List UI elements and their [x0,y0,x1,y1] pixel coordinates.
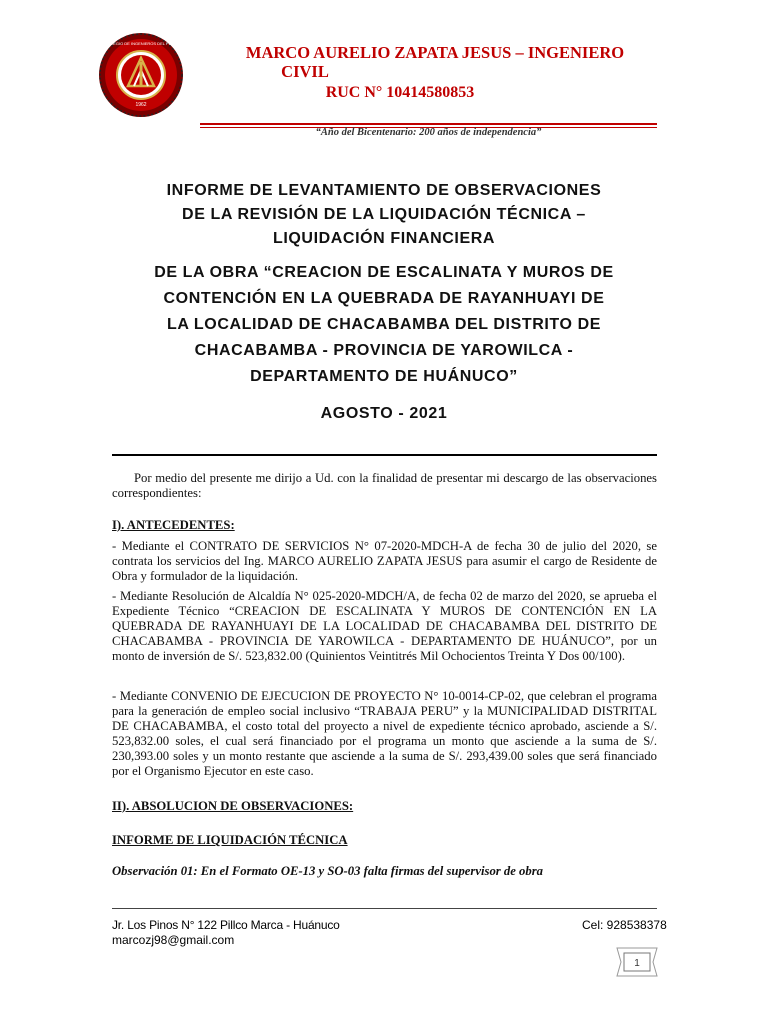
footer-address: Jr. Los Pinos N° 122 Pillco Marca - Huánuco [112,918,340,932]
footer-phone: Cel: 928538378 [582,918,667,932]
report-title [112,179,656,251]
header-profession: CIVIL [281,62,329,81]
footer-email[interactable]: marcozj98@gmail.com [112,933,235,947]
header-rule [200,123,657,125]
project-title [112,260,656,390]
intro-paragraph: Por medio del presente me dirijo a Ud. con la finalidad de presentar mi descargo de las observaciones correspondientes: [112,471,657,500]
header-name: MARCO AURELIO ZAPATA JESUS – INGENIERO [245,43,625,62]
cip-logo [98,32,184,118]
obra-line-2: CONTENCIÓN EN LA QUEBRADA DE RAYANHUAYI DE [163,290,605,307]
title-line-1: INFORME DE LEVANTAMIENTO DE OBSERVACIONES [166,182,602,199]
section-informe-liquidacion: INFORME DE LIQUIDACIÓN TÉCNICA [112,833,348,847]
footer-rule [112,908,657,909]
title-line-2: DE LA REVISIÓN DE LA LIQUIDACIÓN TÉCNICA – [182,206,586,223]
header-ruc: RUC N° 10414580853 [325,84,475,101]
obra-line-5: DEPARTAMENTO DE HUÁNUCO” [250,368,518,385]
obra-line-4: CHACABAMBA - PROVINCIA DE YAROWILCA - [194,342,574,359]
page-number-badge [613,944,661,980]
observation-01: Observación 01: En el Formato OE-13 y SO-03 falta firmas del supervisor de obra [112,864,544,878]
svg-text:COLEGIO DE INGENIEROS DEL PERÚ: COLEGIO DE INGENIEROS DEL PERÚ [104,41,178,46]
paragraph-convenio: - Mediante CONVENIO DE EJECUCION DE PROYECTO N° 10-0014-CP-02, que celebran el programa para la generación de empleo social inclusivo “TRABAJA PERU” y la MUNICIPALIDAD DISTRITAL DE CHACABAMBA, el costo total del proyecto a nivel de expediente técnico aprobado, asciende a S/. 523,832.00 soles, el cual será financiado por el programa un monto que asciende a la suma de S/. 230,393.00 soles y un monto restante que asciende a la suma de S/. 293,439.00 soles que será financiado por el Organismo Ejecutor en este caso. [112,689,657,778]
paragraph-contrato: - Mediante el CONTRATO DE SERVICIOS N° 07-2020-MDCH-A de fecha 30 de julio del 2020, se contrata los servicios del Ing. MARCO AURELIO ZAPATA JESUS para asumir el cargo de Residente de Obra y formulador de la liquidación. [112,539,657,583]
title-rule [112,454,657,456]
title-line-3: LIQUIDACIÓN FINANCIERA [272,230,496,247]
section-absolucion: II). ABSOLUCION DE OBSERVACIONES: [112,799,354,813]
header-motto: “Año del Bicentenario: 200 años de independencia” [315,127,542,138]
svg-text:1962: 1962 [135,102,147,108]
paragraph-resolucion: - Mediante Resolución de Alcaldía N° 025-2020-MDCH/A, de fecha 02 de marzo del 2020, se aprueba el Expediente Técnico “CREACION DE ESCALINATA Y MUROS DE CONTENCIÓN EN LA QUEBRADA DE RAYANHUAYI DE LA LOCALIDAD DE CHACABAMBA DEL DISTRITO DE CHACABAMBA - PROVINCIA DE YAROWILCA - DEPARTAMENTO DE HUÁNUCO”, por un monto de inversión de S/. 523,832.00 (Quinientos Veintitrés Mil Ochocientos Treinta Y Dos 00/100). [112,589,657,663]
section-antecedentes: I). ANTECEDENTES: [112,518,235,532]
obra-line-3: LA LOCALIDAD DE CHACABAMBA DEL DISTRITO DE [166,316,602,333]
page-number: 1 [634,958,640,969]
report-date: AGOSTO - 2021 [320,405,448,422]
obra-line-1: DE LA OBRA “CREACION DE ESCALINATA Y MUROS DE [154,264,614,281]
